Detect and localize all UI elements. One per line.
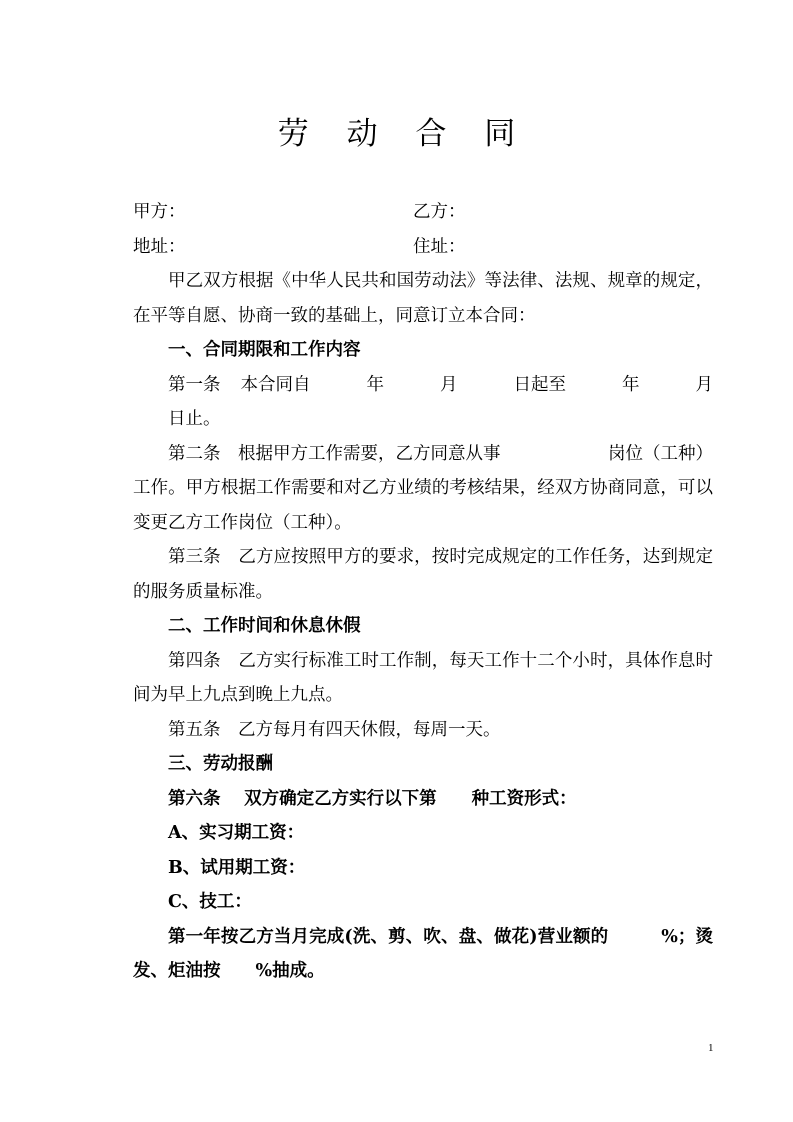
article-4-paragraph: 第四条 乙方实行标准工时工作制，每天工作十二个小时，具体作息时间为早上九点到晚上九点。 [133,650,713,705]
first-year-paragraph: 第一年按乙方当月完成(洗、剪、吹、盘、做花)营业额的 %；烫发、炬油按 %抽成。 [133,926,713,981]
section-2-heading: 二、工作时间和休息休假 [168,616,361,636]
preamble-paragraph: 甲乙双方根据《中华人民共和国劳动法》等法律、法规、规章的规定，在平等自愿、协商一致的基础上，同意订立本合同： [133,271,713,326]
article-1-month-1: 月 [440,374,458,395]
article-2-text-a: 第二条 根据甲方工作需要，乙方同意从事 [168,443,501,464]
article-1-label [168,368,311,403]
page-number: 1 [708,1042,714,1054]
party-row [133,195,713,230]
article-3-paragraph: 第三条 乙方应按照甲方的要求，按时完成规定的工作任务，达到规定的服务质量标准。 [133,547,713,602]
article-1-year-1: 年 [366,374,384,395]
party-a-label: 甲方： [133,202,186,222]
item-b: B、试用期工资： [168,857,306,878]
address-b-label: 住址： [413,236,466,257]
item-c: C、技工： [168,892,252,912]
article-2-first-line [133,437,713,472]
article-1-line [133,368,713,403]
item-a: A、实习期工资： [168,823,305,843]
article-1-day-from: 日起至 [513,374,566,395]
article-1-end: 日止。 [168,409,221,429]
party-b-label: 乙方： [413,202,466,222]
document-title: 劳 动 合 同 [277,116,530,152]
article-1-month-2: 月 [695,374,713,395]
document-body [133,195,713,989]
article-1-year-2: 年 [622,374,640,395]
address-a-label: 地址： [133,236,186,257]
article-1-number: 第一条 [168,374,221,395]
article-2-text-b: 岗位（工种） [608,443,713,464]
article-6-paragraph: 第六条 双方确定乙方实行以下第 种工资形式： [168,788,577,809]
section-3-heading: 三、劳动报酬 [168,754,273,774]
article-1-text: 本合同自 [240,374,311,395]
article-5-paragraph: 第五条 乙方每月有四天休假，每周一天。 [168,719,501,740]
section-1-heading: 一、合同期限和工作内容 [168,340,361,360]
address-row [133,230,713,265]
article-2-rest: 工作。甲方根据工作需要和对乙方业绩的考核结果，经双方协商同意，可以变更乙方工作岗位（工种）。 [133,478,713,533]
